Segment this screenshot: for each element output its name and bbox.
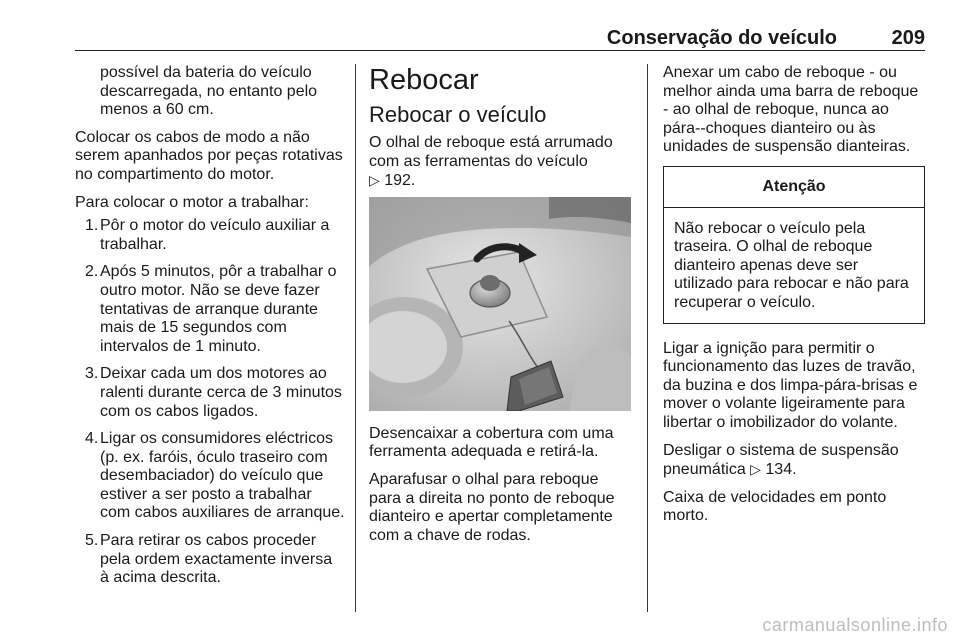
intro-text: O olhal de reboque está arrumado com as ferramentas do veículo — [369, 134, 613, 170]
step-text: Para retirar os cabos proceder pela ordem exactamente inversa à acima descrita. — [100, 532, 333, 587]
step-text: Pôr o motor do veículo auxiliar a trabalhar. — [100, 217, 330, 253]
column-divider — [355, 64, 356, 612]
list-item — [75, 365, 345, 421]
cross-reference-arrow-icon: ▷ — [369, 172, 380, 189]
paragraph — [663, 442, 925, 480]
page-reference[interactable]: 192. — [384, 172, 416, 190]
towing-eye-illustration — [369, 197, 631, 411]
list-item — [75, 532, 345, 588]
step-text: Ligar os consumidores eléctricos (p. ex. faróis, óculo traseiro com desembaciador) do veículo que estiver a ser posto a trabalhar com cabos auxiliares de arranque. — [100, 430, 345, 522]
column-1 — [75, 64, 345, 597]
list-item — [75, 217, 345, 254]
section-title: Conservação do veículo — [606, 27, 837, 49]
column-2 — [369, 64, 633, 554]
page-number: 209 — [891, 27, 925, 49]
watermark: carmanualsonline.info — [762, 615, 948, 635]
paragraph-text: Desligar o sistema de suspensão pneumática — [663, 441, 899, 479]
step-number: 5. — [85, 532, 99, 550]
cross-reference-arrow-icon: ▷ — [750, 461, 761, 478]
step-number: 1. — [85, 217, 99, 235]
paragraph: Anexar um cabo de reboque - ou melhor ainda uma barra de reboque - ao olhal de reboque, nunca ao pára--choques dianteiro ou às unidades de suspensão dianteiras. — [663, 64, 919, 156]
warning-text: Não rebocar o veículo pela traseira. O olhal de reboque dianteiro apenas deve ser utilizado para rebocar e não para recuperar o veículo. — [674, 219, 909, 311]
column-3 — [663, 64, 925, 535]
step-text: Deixar cada um dos motores ao ralenti durante cerca de 3 minutos com os cabos ligados. — [100, 365, 342, 420]
column-divider — [647, 64, 648, 612]
step-text: Após 5 minutos, pôr a trabalhar o outro motor. Não se deve fazer tentativas de arranque durante mais de 15 segundos com intervalos de 1 minuto. — [100, 263, 337, 355]
warning-box — [663, 166, 925, 324]
step-number: 4. — [85, 430, 99, 448]
steps-list — [75, 217, 345, 588]
warning-title: Atenção — [664, 167, 924, 208]
paragraph-continued: possível da bateria do veículo descarregada, no entanto pelo menos a 60 cm. — [100, 64, 318, 119]
list-item — [75, 430, 345, 523]
paragraph: Desencaixar a cobertura com uma ferramenta adequada e retirá-la. — [369, 424, 614, 461]
list-item — [75, 263, 345, 356]
paragraph: Ligar a ignição para permitir o funcionamento das luzes de travão, da buzina e dos limpa-pára-brisas e mover o volante ligeiramente para libertar o imobilizador do volante. — [663, 339, 918, 431]
page-reference[interactable]: 134. — [765, 461, 797, 479]
towing-eye-illustration-svg — [369, 197, 631, 411]
page-header — [75, 26, 925, 51]
paragraph: Caixa de velocidades em ponto morto. — [663, 488, 887, 525]
section-heading: Rebocar — [369, 64, 479, 96]
paragraph — [369, 134, 633, 191]
step-number: 3. — [85, 365, 99, 383]
step-number: 2. — [85, 263, 99, 281]
paragraph: Para colocar o motor a trabalhar: — [75, 193, 309, 211]
subsection-heading: Rebocar o veículo — [369, 102, 547, 127]
paragraph: Colocar os cabos de modo a não serem apanhados por peças rotativas no compartimento do motor. — [75, 128, 343, 183]
paragraph: Aparafusar o olhal para reboque para a direita no ponto de reboque dianteiro e apertar completamente com a chave de rodas. — [369, 470, 615, 544]
